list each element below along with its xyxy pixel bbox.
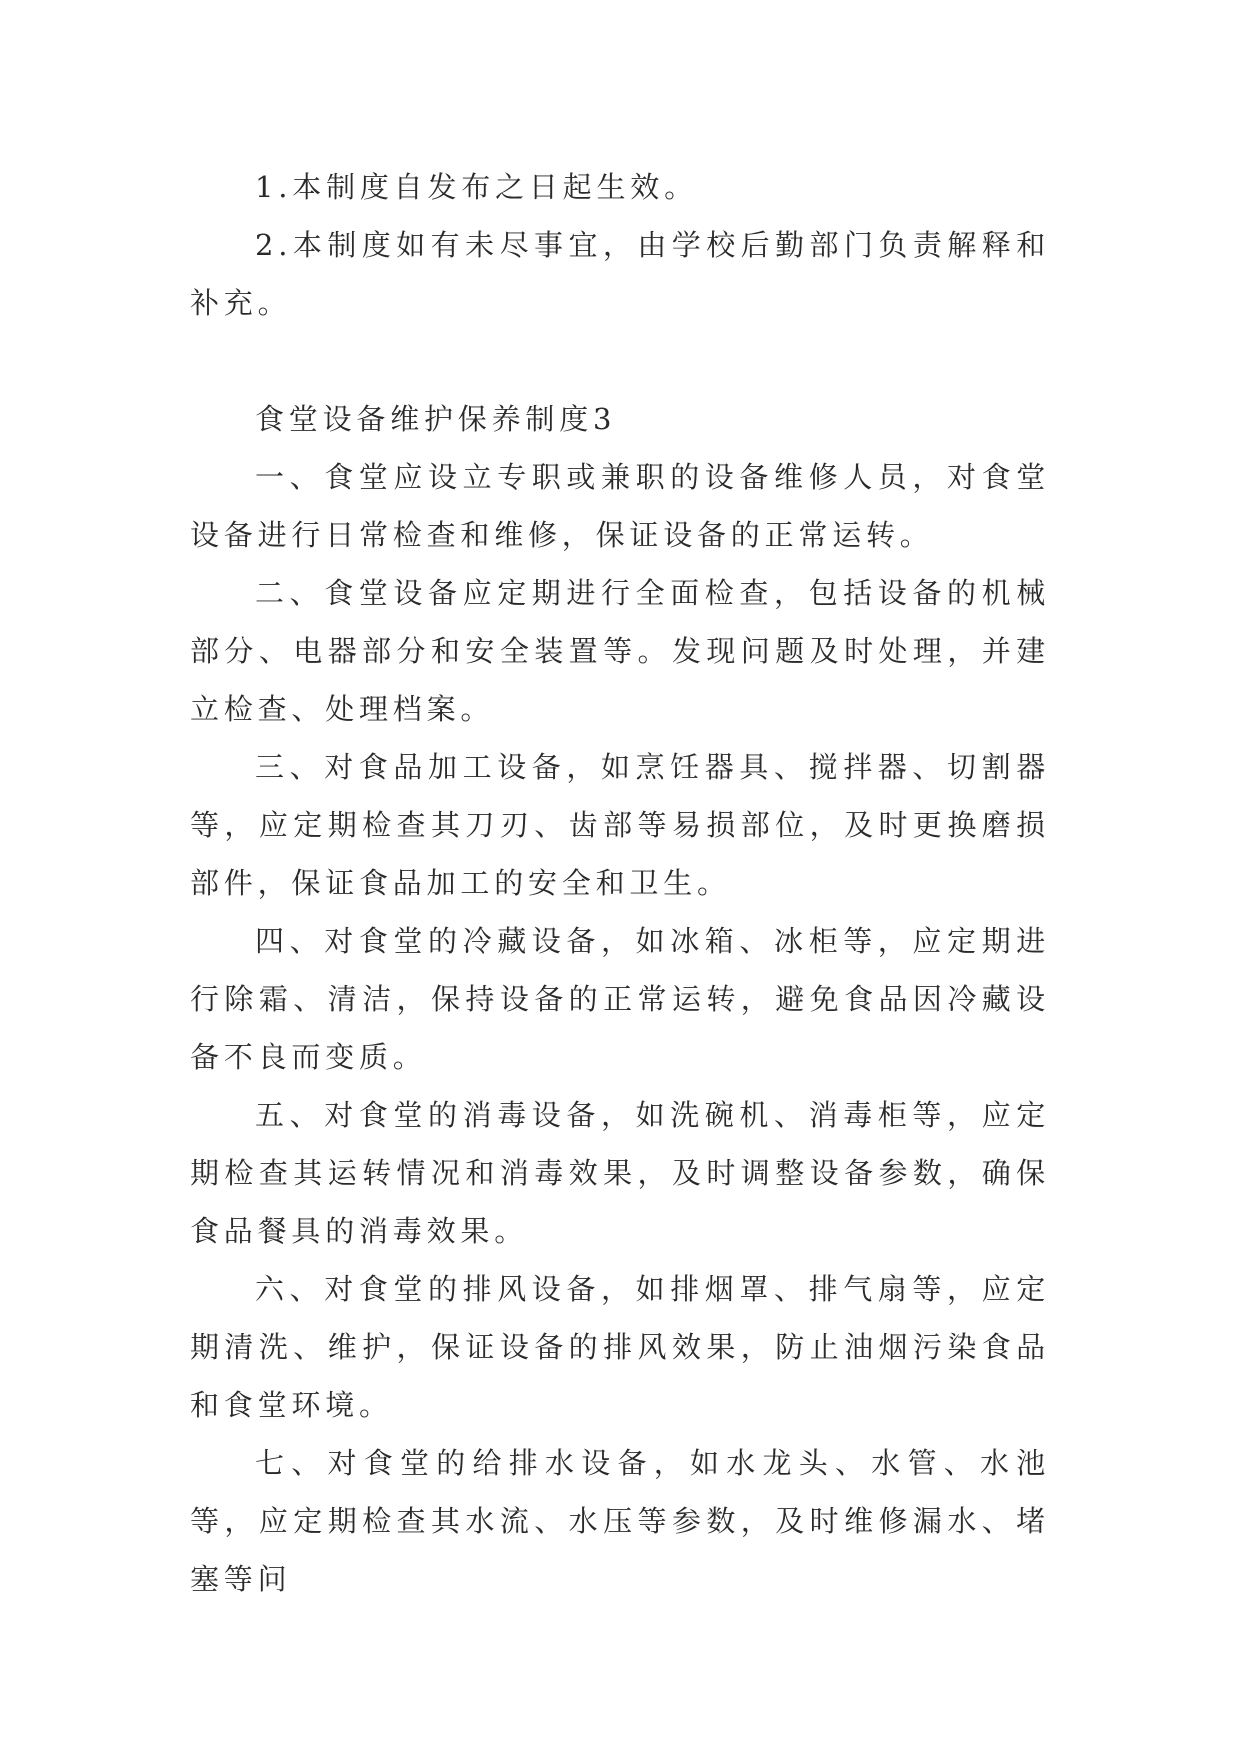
document-page — [190, 158, 1050, 1608]
section-item-6: 六、对食堂的排风设备，如排烟罩、排气扇等，应定期清洗、维护，保证设备的排风效果，防止油烟污染食品和食堂环境。 — [190, 1272, 1050, 1422]
section-item-2: 二、食堂设备应定期进行全面检查，包括设备的机械部分、电器部分和安全装置等。发现问题及时处理，并建立检查、处理档案。 — [190, 576, 1050, 726]
section-item-5: 五、对食堂的消毒设备，如洗碗机、消毒柜等，应定期检查其运转情况和消毒效果，及时调整设备参数，确保食品餐具的消毒效果。 — [190, 1098, 1050, 1248]
section-item-4: 四、对食堂的冷藏设备，如冰箱、冰柜等，应定期进行除霜、清洁，保持设备的正常运转，避免食品因冷藏设备不良而变质。 — [190, 924, 1050, 1074]
rule-item-1: 1.本制度自发布之日起生效。 — [255, 170, 698, 204]
section-item-7: 七、对食堂的给排水设备，如水龙头、水管、水池等，应定期检查其水流、水压等参数，及时维修漏水、堵塞等问 — [190, 1446, 1050, 1596]
section-title: 食堂设备维护保养制度3 — [255, 402, 617, 436]
rule-item-2: 2.本制度如有未尽事宜，由学校后勤部门负责解释和补充。 — [190, 228, 1050, 320]
section-spacer — [190, 332, 1050, 390]
section-item-3: 三、对食品加工设备，如烹饪器具、搅拌器、切割器等，应定期检查其刀刃、齿部等易损部位，及时更换磨损部件，保证食品加工的安全和卫生。 — [190, 750, 1050, 900]
section-item-1: 一、食堂应设立专职或兼职的设备维修人员，对食堂设备进行日常检查和维修，保证设备的正常运转。 — [190, 460, 1050, 552]
